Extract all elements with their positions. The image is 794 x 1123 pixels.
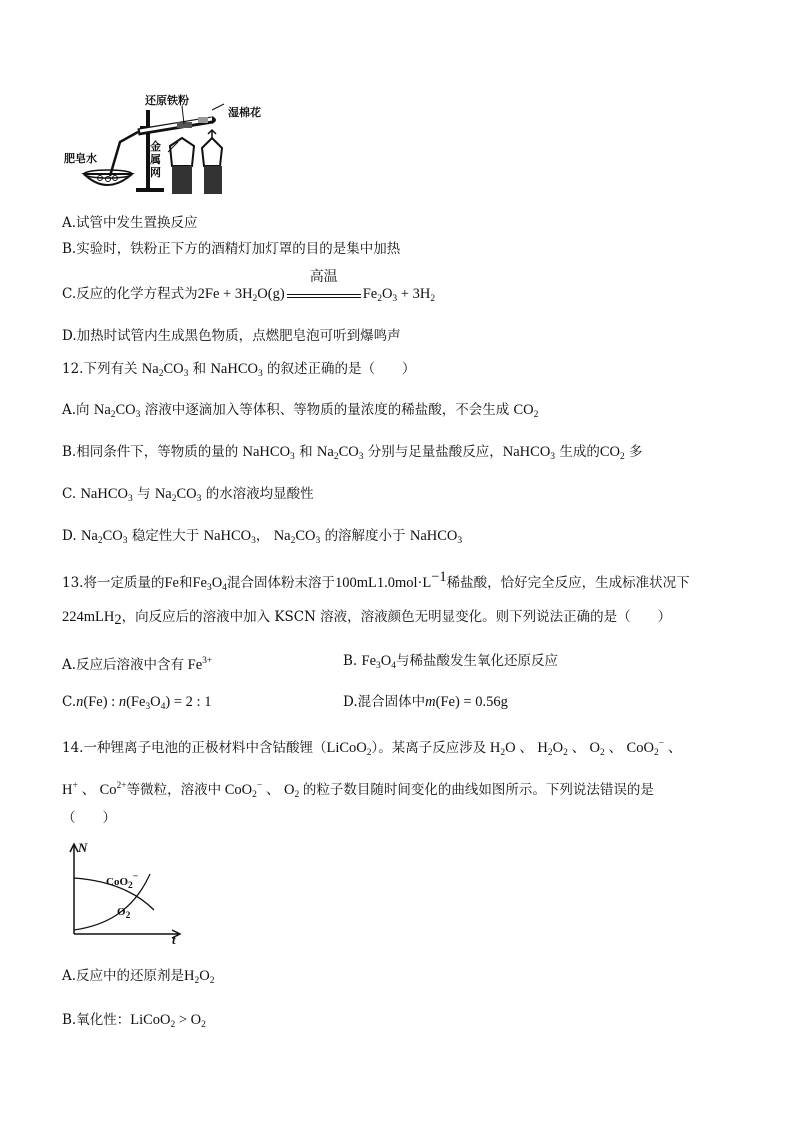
q13-option-a: A.反应后溶液中含有 $Fe^{3+}$ bbox=[62, 656, 213, 673]
q12-option-b: B.相同条件下，等物质的量的 NaHCO$_3$ 和 $Na_2CO_3$ 分别与足量盐酸反应，NaHCO$_3$ 生成的$CO_2$ 多 bbox=[62, 444, 643, 462]
q12-option-d: D. $Na_2CO_3$ 稳定性大于 NaHCO$_3$， $Na_2CO_3$ 的溶解度小于 NaHCO$_3$ bbox=[62, 528, 463, 546]
label-metal-mesh-2: 属 bbox=[150, 153, 161, 166]
condition-high-temp: 高温 bbox=[309, 268, 338, 285]
graph-curve-label-o2: O2 bbox=[117, 906, 131, 921]
q14-stem-line2: H+ 、 $Co^{2+}$等微粒，溶液中 CoO$_2$− 、 $O_2$ 的粒子数目随时间变化的曲线如图所示。下列说法错误的是 bbox=[62, 781, 654, 800]
q13-option-b: B. $Fe_3O_4$与稀盐酸发生氧化还原反应 bbox=[343, 653, 558, 671]
q14-option-a: A.反应中的还原剂是$H_2O_2$ bbox=[62, 968, 215, 986]
label-wet-cotton: 湿棉花 bbox=[228, 106, 261, 119]
q13-stem-line2: 224mLH2，向反应后的溶液中加入 KSCN 溶液，溶液颜色无明显变化。则下列说法正确的是（ ） bbox=[62, 609, 672, 628]
label-soap-water: 肥皂水 bbox=[64, 152, 97, 165]
q12-option-a: A.向 $Na_2CO_3$ 溶液中逐滴加入等体积、等物质的量浓度的稀盐酸，不会生成 $CO_2$ bbox=[62, 402, 539, 420]
q14-option-b: B.氧化性：LiCoO$_2$ > $O_2$ bbox=[62, 1012, 206, 1030]
q12-option-c: C. NaHCO$_3$ 与 $Na_2CO_3$ 的水溶液均显酸性 bbox=[62, 486, 314, 504]
q14-stem-line3: （ ） bbox=[62, 810, 116, 826]
q14-stem-line1: 14.一种锂离子电池的正极材料中含钴酸锂（LiCoO$_2$）。某离子反应涉及 $H_2O$ 、 $H_2O_2$ 、 $O_2$ 、 CoO$_2$− 、 bbox=[62, 739, 683, 758]
q11-option-a: A.试管中发生置换反应 bbox=[62, 215, 198, 231]
graph-x-label: t bbox=[172, 932, 176, 947]
q11-option-d: D.加热时试管内生成黑色物质，点燃肥皂泡可听到爆鸣声 bbox=[62, 328, 401, 344]
q13-option-d: D.混合固体中m(Fe) = 0.56g bbox=[343, 694, 508, 710]
q13-option-c: C.n(Fe) : $n(Fe_3O_4) = 2$ : 1 bbox=[62, 694, 212, 712]
label-metal-mesh-1: 金 bbox=[150, 140, 161, 153]
q13-stem-line1: 13.将一定质量的Fe和$Fe_3O_4$混合固体粉末溶于100mL1.0mol·L−1稀盐酸，恰好完全反应，生成标准状况下 bbox=[62, 569, 690, 593]
graph-y-label: N bbox=[78, 840, 88, 855]
graph-curve-label-coo2: CoO2− bbox=[106, 872, 139, 891]
label-reduced-iron: 还原铁粉 bbox=[145, 94, 189, 107]
q11-option-c: C.反应的化学方程式为$2Fe + 3H_2O(g)$ 高温 $Fe_2O_3 + 3H_2$ bbox=[62, 268, 436, 304]
label-metal-mesh-3: 网 bbox=[150, 166, 161, 179]
q12-stem: 12.下列有关 $Na_2CO_3$ 和 NaHCO$_3$ 的叙述正确的是（ ） bbox=[62, 361, 416, 379]
q11-option-b: B.实验时，铁粉正下方的酒精灯加灯罩的目的是集中加热 bbox=[62, 241, 401, 257]
